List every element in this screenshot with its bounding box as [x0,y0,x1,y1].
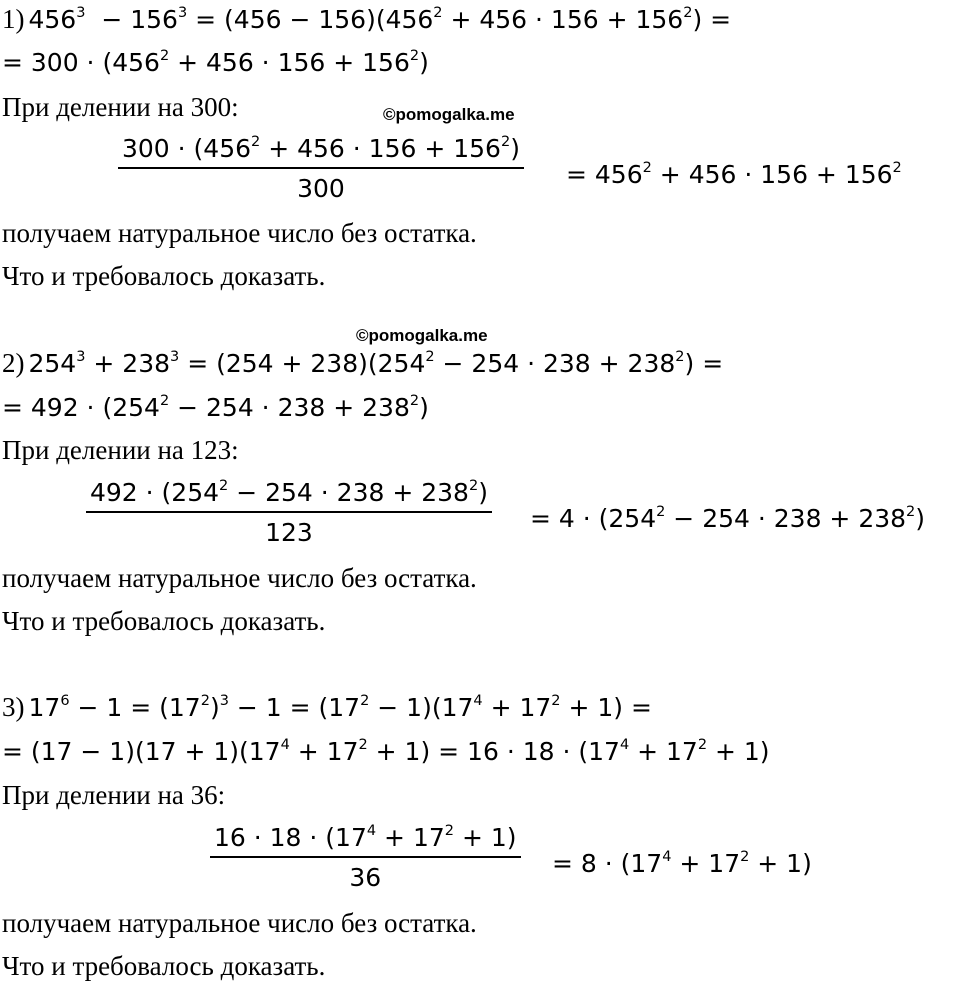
fraction-numerator: $16 \cdot 18 \cdot (17^4 + 17^2 + 1)$ [214,823,517,852]
math-expression: $254^3 + 238^3 = (254 + 238)(254^2 - 254 \cdot 238 + 238^2)$ = [28,349,724,378]
problem-2-line-2: = $492 \cdot (254^2 - 254 \cdot 238 + 238^2)$ [2,393,429,422]
problem-1-fraction [118,134,524,203]
problem-1-conclusion: получаем натуральное число без остатка. [2,218,477,248]
fraction-denominator: 123 [265,517,313,547]
fraction-numerator: $300 \cdot (456^2 + 456 \cdot 156 + 156^2)$ [122,134,520,163]
problem-1-qed: Что и требовалось доказать. [2,261,326,291]
problem-2-conclusion: получаем натуральное число без остатка. [2,563,477,593]
problem-2-line-1 [2,350,723,377]
watermark: ©pomogalka.me [356,326,488,345]
problem-3-conclusion: получаем натуральное число без остатка. [2,908,477,938]
math-expression: $456^3 - 156^3 = (456 - 156)(456^2 + 456 \cdot 156 + 156^2)$ = [28,5,732,34]
fraction-denominator: 36 [349,862,382,892]
problem-3-result: = $8 \cdot (17^4 + 17^2 + 1)$ [552,849,812,878]
watermark: ©pomogalka.me [383,105,515,124]
problem-1-division-text: При делении на 300: [2,92,239,122]
problem-2-qed: Что и требовалось доказать. [2,606,326,636]
problem-1-line-2: = $300 \cdot (456^2 + 456 \cdot 156 + 156^2)$ [2,48,429,77]
problem-3-division-text: При делении на 36: [2,780,226,810]
problem-number: 3) [2,692,25,722]
problem-1-line-1 [2,6,731,33]
problem-3-qed: Что и требовалось доказать. [2,951,326,981]
problem-1-result: = $456^2 + 456 \cdot 156 + 156^2$ [566,160,902,189]
problem-3-line-1 [2,694,652,721]
problem-number: 2) [2,348,25,378]
fraction-numerator: $492 \cdot (254^2 - 254 \cdot 238 + 238^2)$ [90,478,488,507]
problem-3-fraction [210,823,521,892]
problem-2-fraction [86,478,492,547]
problem-2-division-text: При делении на 123: [2,435,239,465]
problem-number: 1) [2,4,25,34]
fraction-denominator: 300 [297,173,345,203]
problem-2-result: = $4 \cdot (254^2 - 254 \cdot 238 + 238^2)$ [530,504,926,533]
problem-3-line-2: = $(17 - 1)(17 + 1)(17^4 + 17^2 + 1) = 16 \cdot 18 \cdot (17^4 + 17^2 + 1)$ [2,737,770,766]
math-expression: $17^6 - 1 = (17^2)^3 - 1 = (17^2 - 1)(17^4 + 17^2 + 1)$ = [28,693,652,722]
